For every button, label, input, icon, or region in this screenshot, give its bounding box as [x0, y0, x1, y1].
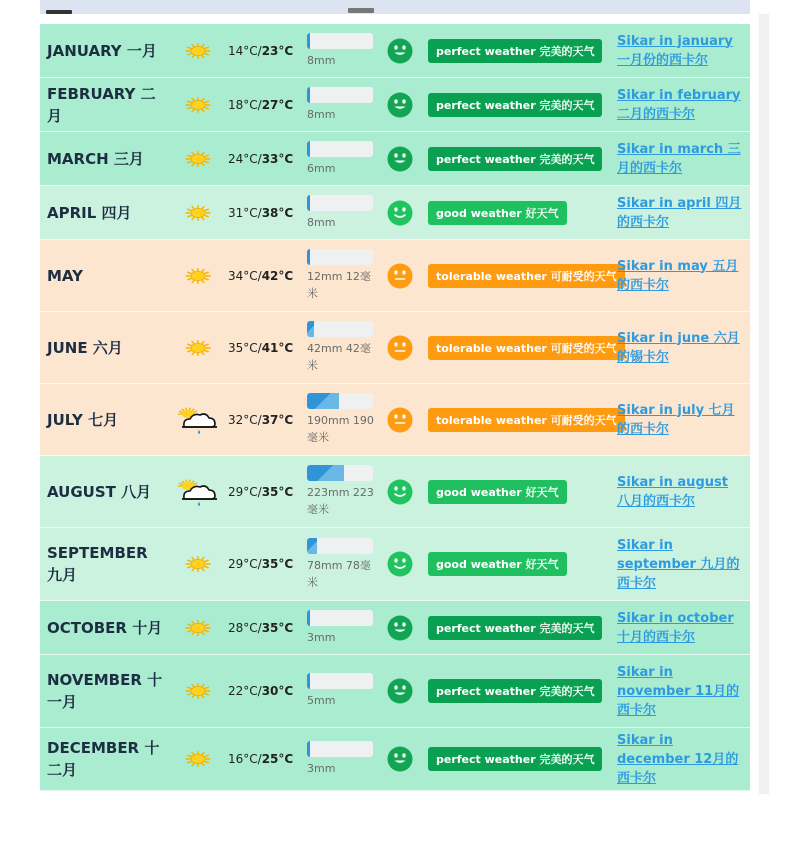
scrollbar[interactable] — [759, 14, 769, 794]
month-name: DECEMBER 十二月 — [47, 739, 160, 779]
weather-rating — [428, 728, 608, 790]
rainfall-amount: 8mm — [307, 53, 336, 67]
happy-face-icon — [385, 655, 415, 727]
month-name: MARCH 三月 — [47, 149, 144, 168]
rainfall-amount: 190mm 190毫米 — [307, 414, 374, 444]
temperature-low: 29°C — [228, 484, 258, 499]
happy-face-icon — [385, 728, 415, 790]
neutral-face-icon — [385, 240, 415, 311]
weather-rating — [428, 240, 617, 311]
month-link-text[interactable]: Sikar in june 六月的锡卡尔 — [617, 330, 740, 365]
sun-icon — [170, 601, 226, 654]
temperature-range: 29°C / 35°C — [228, 484, 294, 499]
temperature-high: 35°C — [261, 557, 294, 571]
table-row — [40, 528, 750, 601]
rainfall-bar — [307, 610, 373, 626]
month-link[interactable] — [617, 728, 745, 790]
rainfall — [307, 456, 377, 527]
temperature-low: 22°C — [228, 684, 258, 698]
rainfall-bar — [307, 33, 373, 49]
temperature-low: 18°C — [228, 97, 258, 112]
temperature-low: 14°C — [228, 43, 258, 58]
sun-icon — [170, 655, 226, 727]
rainfall-bar — [307, 195, 373, 211]
weather-rating — [428, 601, 608, 654]
sun-icon — [170, 728, 226, 790]
temperature-low: 35°C — [228, 340, 258, 355]
month-link-text[interactable]: Sikar in october 十月的西卡尔 — [617, 610, 734, 645]
month-link[interactable] — [617, 456, 745, 527]
rainfall — [307, 24, 377, 77]
rainfall-amount: 8mm — [307, 215, 336, 229]
table-row — [40, 655, 750, 728]
rainfall — [307, 132, 377, 185]
month-name: AUGUST 八月 — [47, 482, 152, 501]
temperature-range: 31°C / 38°C — [228, 205, 294, 220]
weather-rating-badge: perfect weather 完美的天气 — [428, 747, 602, 771]
rainfall-bar — [307, 87, 373, 103]
rainfall — [307, 601, 377, 654]
temperature-range: 22°C / 30°C — [228, 684, 294, 698]
temperature-range: 28°C / 35°C — [228, 620, 294, 635]
rainfall-amount: 8mm — [307, 107, 336, 121]
month-link[interactable] — [617, 132, 745, 185]
smile-face-icon — [385, 186, 415, 239]
month-link[interactable] — [617, 601, 745, 654]
month-link-text[interactable]: Sikar in april 四月的西卡尔 — [617, 195, 742, 230]
month-link[interactable] — [617, 240, 745, 311]
sun-icon — [170, 312, 226, 383]
rainfall — [307, 655, 377, 727]
table-row — [40, 384, 750, 456]
weather-rating-badge: perfect weather 完美的天气 — [428, 679, 602, 703]
rainfall-amount: 12mm 12毫米 — [307, 270, 371, 300]
rainfall-bar-fill — [307, 141, 310, 157]
rainfall — [307, 78, 377, 131]
rainfall-bar — [307, 141, 373, 157]
temperature-range: 29°C / 35°C — [228, 557, 294, 571]
table-row — [40, 186, 750, 240]
header-fragment — [46, 10, 72, 14]
sun-icon — [170, 240, 226, 311]
temperature-high: 27°C — [261, 97, 294, 112]
rainfall-bar-fill — [307, 465, 344, 481]
rainfall-bar — [307, 321, 373, 337]
temperature-high: 25°C — [261, 752, 294, 766]
rainfall-bar-fill — [307, 33, 310, 49]
rainfall-amount: 3mm — [307, 630, 336, 644]
month-name: OCTOBER 十月 — [47, 618, 163, 637]
sun-icon — [170, 186, 226, 239]
table-row — [40, 456, 750, 528]
temperature-range: 24°C / 33°C — [228, 151, 294, 166]
temperature-range: 18°C / 27°C — [228, 97, 294, 112]
temperature-low: 34°C — [228, 268, 258, 283]
table-row — [40, 312, 750, 384]
sun-icon — [170, 528, 226, 600]
weather-rating-badge: good weather 好天气 — [428, 201, 567, 225]
temperature-range: 16°C / 25°C — [228, 752, 294, 766]
month-name: JANUARY 一月 — [47, 41, 157, 60]
month-name: MAY — [47, 266, 83, 285]
sun-cloud-rain-icon — [170, 456, 226, 527]
rainfall-bar-fill — [307, 393, 339, 409]
header-fragment — [348, 8, 374, 13]
month-link-text[interactable]: Sikar in september 九月的西卡尔 — [617, 537, 740, 591]
table-row — [40, 24, 750, 78]
month-link-text[interactable]: Sikar in may 五月的西卡尔 — [617, 258, 739, 293]
happy-face-icon — [385, 132, 415, 185]
sun-icon — [170, 132, 226, 185]
month-name: APRIL 四月 — [47, 203, 132, 222]
rainfall-bar-fill — [307, 195, 310, 211]
smile-face-icon — [385, 528, 415, 600]
month-name: JULY 七月 — [47, 410, 119, 429]
rainfall — [307, 384, 377, 455]
rainfall-amount: 78mm 78毫米 — [307, 558, 371, 589]
rainfall — [307, 312, 377, 383]
rainfall-amount: 3mm — [307, 762, 336, 775]
rainfall-bar — [307, 249, 373, 265]
weather-rating-badge: good weather 好天气 — [428, 552, 567, 576]
rainfall-bar-fill — [307, 321, 314, 337]
month-name: FEBRUARY 二月 — [47, 84, 156, 125]
month-link[interactable] — [617, 186, 745, 239]
rainfall — [307, 528, 377, 600]
rainfall-bar — [307, 465, 373, 481]
month-link-text[interactable]: Sikar in january 一月份的西卡尔 — [617, 33, 733, 68]
table-row — [40, 132, 750, 186]
weather-rating — [428, 132, 608, 185]
rainfall — [307, 186, 377, 239]
month-link[interactable] — [617, 528, 745, 600]
weather-rating — [428, 24, 608, 77]
weather-rating-badge: perfect weather 完美的天气 — [428, 93, 602, 117]
weather-rating — [428, 655, 608, 727]
month-link[interactable] — [617, 655, 745, 727]
weather-rating-badge: tolerable weather 可耐受的天气 — [428, 408, 625, 432]
month-link-text[interactable]: Sikar in february 二月的西卡尔 — [617, 87, 741, 122]
month-link[interactable] — [617, 384, 745, 455]
weather-rating — [428, 456, 608, 527]
month-link-text[interactable]: Sikar in march 三月的西卡尔 — [617, 141, 741, 176]
month-link[interactable] — [617, 312, 745, 383]
temperature-range: 14°C / 23°C — [228, 43, 294, 58]
rainfall-amount: 223mm 223毫米 — [307, 486, 374, 516]
table-row — [40, 78, 750, 132]
weather-rating — [428, 186, 608, 239]
month-name: NOVEMBER 十一月 — [47, 671, 163, 711]
month-link-text[interactable]: Sikar in july 七月的西卡尔 — [617, 402, 735, 437]
weather-rating — [428, 384, 617, 455]
temperature-range: 35°C / 41°C — [228, 340, 294, 355]
temperature-low: 24°C — [228, 151, 258, 166]
rainfall — [307, 240, 377, 311]
rainfall-bar — [307, 673, 373, 689]
rainfall-bar — [307, 741, 373, 757]
temperature-high: 33°C — [261, 151, 294, 166]
rainfall-amount: 6mm — [307, 161, 336, 175]
happy-face-icon — [385, 601, 415, 654]
month-link-text[interactable]: Sikar in december 12月的西卡尔 — [617, 732, 739, 786]
month-name: SEPTEMBER 九月 — [47, 544, 148, 584]
weather-rating-badge: tolerable weather 可耐受的天气 — [428, 264, 625, 288]
happy-face-icon — [385, 78, 415, 131]
month-link-text[interactable]: Sikar in august 八月的西卡尔 — [617, 474, 728, 509]
rainfall-bar-fill — [307, 249, 310, 265]
weather-rating-badge: tolerable weather 可耐受的天气 — [428, 336, 625, 360]
rainfall-bar-fill — [307, 538, 317, 554]
weather-rating-badge: good weather 好天气 — [428, 480, 567, 504]
temperature-high: 41°C — [261, 340, 294, 355]
temperature-low: 31°C — [228, 205, 258, 220]
rainfall-bar-fill — [307, 610, 310, 626]
happy-face-icon — [385, 24, 415, 77]
weather-rating-badge: perfect weather 完美的天气 — [428, 39, 602, 63]
smile-face-icon — [385, 456, 415, 527]
temperature-high: 23°C — [261, 43, 294, 58]
month-link[interactable] — [617, 78, 745, 131]
rainfall-amount: 42mm 42毫米 — [307, 342, 371, 372]
rainfall-bar-fill — [307, 741, 310, 757]
temperature-low: 29°C — [228, 557, 258, 571]
temperature-low: 16°C — [228, 752, 258, 766]
weather-rating — [428, 312, 617, 383]
table-row — [40, 240, 750, 312]
temperature-high: 42°C — [261, 268, 294, 283]
temperature-high: 35°C — [261, 620, 294, 635]
weather-rating — [428, 528, 608, 600]
month-link[interactable] — [617, 24, 745, 77]
temperature-high: 38°C — [261, 205, 294, 220]
table-row — [40, 601, 750, 655]
rainfall-amount: 5mm — [307, 694, 336, 707]
climate-table — [40, 24, 750, 791]
temperature-high: 35°C — [261, 484, 294, 499]
table-row — [40, 728, 750, 791]
month-name: JUNE 六月 — [47, 338, 123, 357]
table-header-strip — [40, 0, 750, 14]
weather-rating-badge: perfect weather 完美的天气 — [428, 616, 602, 640]
rainfall-bar — [307, 538, 373, 554]
rainfall-bar-fill — [307, 673, 310, 689]
month-link-text[interactable]: Sikar in november 11月的西卡尔 — [617, 664, 740, 718]
sun-icon — [170, 78, 226, 131]
weather-rating — [428, 78, 608, 131]
temperature-low: 32°C — [228, 412, 258, 427]
temperature-range: 32°C / 37°C — [228, 412, 294, 427]
temperature-high: 30°C — [261, 684, 294, 698]
rainfall — [307, 728, 377, 790]
temperature-high: 37°C — [261, 412, 294, 427]
sun-icon — [170, 24, 226, 77]
weather-rating-badge: perfect weather 完美的天气 — [428, 147, 602, 171]
neutral-face-icon — [385, 384, 415, 455]
temperature-low: 28°C — [228, 620, 258, 635]
rainfall-bar — [307, 393, 373, 409]
temperature-range: 34°C / 42°C — [228, 268, 294, 283]
sun-cloud-rain-icon — [170, 384, 226, 455]
rainfall-bar-fill — [307, 87, 310, 103]
neutral-face-icon — [385, 312, 415, 383]
